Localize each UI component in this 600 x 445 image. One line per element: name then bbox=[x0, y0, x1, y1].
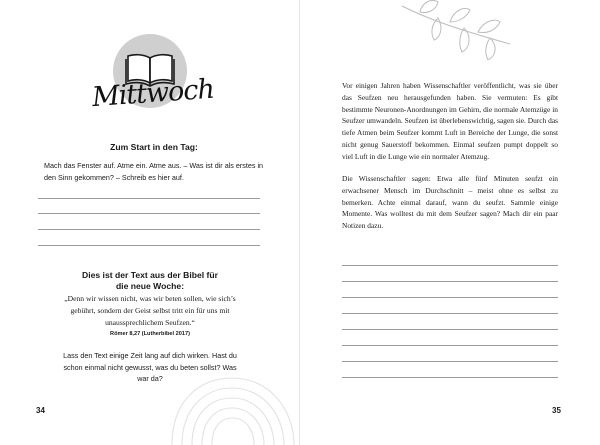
writing-line bbox=[38, 229, 260, 230]
writing-line bbox=[38, 213, 260, 214]
writing-line bbox=[342, 377, 558, 378]
start-prompt: Mach das Fenster auf. Atme ein. Atme aus. – Was ist dir als erstes in den Sinn gekommen? – Schreib es hier auf. bbox=[44, 161, 264, 182]
writing-line bbox=[342, 281, 558, 282]
paragraph-sigh-exercise: Die Wissenschaftler sagen: Etwa alle fünf Minuten seufzt ein erwachsener Mensch im Durchschnitt – meist ohne es selbst zu bemerken. Achte einmal darauf, wann du seufzt. Sammle einige Momente. Was wolltest du mit dem Seufzer sagen? Mach dir ein paar Notizen dazu. bbox=[342, 174, 558, 231]
writing-line bbox=[38, 198, 260, 199]
text-heading: Dies ist der Text aus der Bibel für die neue Woche: bbox=[82, 270, 218, 291]
right-page bbox=[300, 0, 600, 445]
paragraph-sigh-research: Vor einigen Jahren haben Wissenschaftler veröffentlicht, was sie über das Seufzen neu herausgefunden haben. Sie vermuten: Es gibt bestimmte Neuronen-Anordnungen im Gehirn, die normale Atemzüge in Seufzer umwandeln. Seufzen ist überlebenswichtig, sagen sie. Durch das tiefe Atmen beim Seufzer kommt Luft in Bereiche der Lunge, die sonst nicht genug Sauerstoff bekommen. Einmal seufzen pumpt doppelt so viel Luft in die Lunge wie ein normaler Atemzug. bbox=[342, 81, 558, 161]
verse-reference: Römer 8,27 (Lutherbibel 2017) bbox=[110, 331, 190, 337]
writing-line bbox=[38, 245, 260, 246]
leaves-icon bbox=[400, 0, 520, 60]
reflection-prompt: Lass den Text einige Zeit lang auf dich wirken. Hast du schon einmal nicht gewusst, was du beten sollst? Was war da? bbox=[63, 351, 237, 383]
page-number: 35 bbox=[552, 406, 561, 415]
start-heading: Zum Start in den Tag: bbox=[110, 142, 198, 152]
day-title: Mittwoch bbox=[91, 73, 215, 114]
writing-line bbox=[342, 313, 558, 314]
writing-line bbox=[342, 297, 558, 298]
page-number: 34 bbox=[36, 406, 45, 415]
writing-line bbox=[342, 329, 558, 330]
writing-line bbox=[342, 361, 558, 362]
bible-verse: „Denn wir wissen nicht, was wir beten sollen, wie sich’s gebührt, sondern der Geist selbst tritt ein für uns mit unaussprechlichem Seufzen.“ bbox=[64, 294, 236, 327]
rings-icon bbox=[160, 370, 300, 445]
writing-line bbox=[342, 265, 558, 266]
writing-line bbox=[342, 345, 558, 346]
